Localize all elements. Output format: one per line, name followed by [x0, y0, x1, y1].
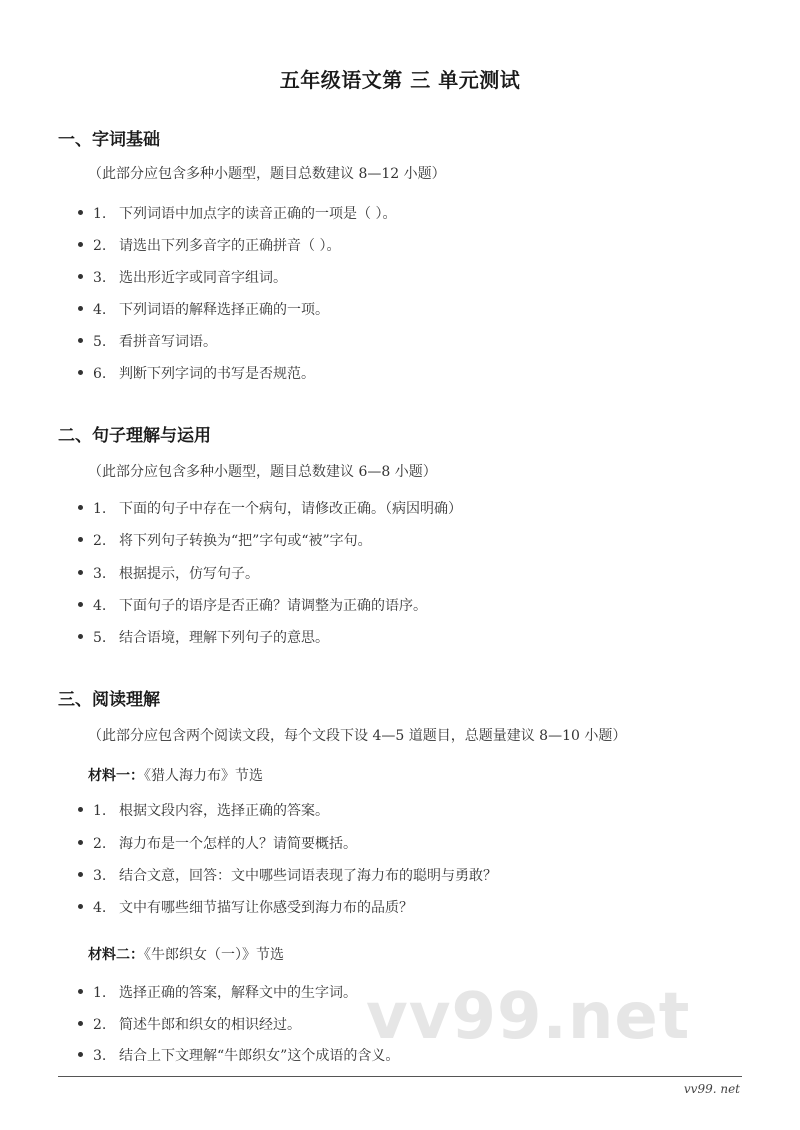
list-item: 5. 看拼音写词语。 [78, 331, 217, 351]
section-note-3: （此部分应包含两个阅读文段，每个文段下设 4—5 道题目，总题量建议 8—10 小题） [88, 728, 627, 744]
bullet-icon [78, 537, 83, 542]
list-item: 3. 结合文意，回答：文中哪些词语表现了海力布的聪明与勇敢？ [78, 865, 497, 885]
section-heading-2: 二、句子理解与运用 [58, 426, 211, 446]
bullet-icon [78, 370, 83, 375]
footer-divider [58, 1076, 742, 1077]
bullet-icon [78, 338, 83, 343]
list-item: 2. 将下列句子转换为“把”字句或“被”字句。 [78, 530, 372, 550]
list-item: 2. 请选出下列多音字的正确拼音（ ）。 [78, 235, 340, 255]
material-heading-1 [88, 765, 263, 785]
list-item: 4. 下面句子的语序是否正确？请调整为正确的语序。 [78, 595, 427, 615]
list-item: 4. 下列词语的解释选择正确的一项。 [78, 299, 329, 319]
list-item: 3. 选出形近字或同音字组词。 [78, 267, 287, 287]
section-note-2: （此部分应包含多种小题型，题目总数建议 6—8 小题） [88, 464, 437, 480]
bullet-icon [78, 602, 83, 607]
list-item: 1. 选择正确的答案，解释文中的生字词。 [78, 982, 357, 1002]
material-heading-2 [88, 944, 284, 964]
bullet-icon [78, 904, 83, 909]
bullet-icon [78, 570, 83, 575]
page-title: 五年级语文第 三 单元测试 [279, 68, 521, 92]
material-label: 材料二： [88, 947, 144, 963]
list-item: 2. 海力布是一个怎样的人？请简要概括。 [78, 833, 357, 853]
list-item: 4. 文中有哪些细节描写让你感受到海力布的品质？ [78, 897, 413, 917]
list-item: 3. 根据提示，仿写句子。 [78, 563, 259, 583]
bullet-icon [78, 505, 83, 510]
bullet-icon [78, 840, 83, 845]
material-label: 材料一： [88, 768, 144, 784]
bullet-icon [78, 872, 83, 877]
section-heading-1: 一、字词基础 [58, 130, 160, 150]
section-heading-3: 三、阅读理解 [58, 690, 160, 710]
bullet-icon [78, 634, 83, 639]
bullet-icon [78, 210, 83, 215]
bullet-icon [78, 274, 83, 279]
material-title: 《猎人海力布》节选 [144, 768, 263, 784]
bullet-icon [78, 242, 83, 247]
watermark: vv99.net [366, 980, 691, 1054]
list-item: 2. 简述牛郎和织女的相识经过。 [78, 1014, 301, 1034]
list-item: 3. 结合上下文理解“牛郎织女”这个成语的含义。 [78, 1045, 399, 1065]
material-title: 《牛郎织女（一）》节选 [144, 947, 284, 963]
list-item: 6. 判断下列字词的书写是否规范。 [78, 363, 315, 383]
list-item: 1. 下面的句子中存在一个病句，请修改正确。（病因明确） [78, 498, 462, 518]
list-item: 1. 根据文段内容，选择正确的答案。 [78, 800, 329, 820]
list-item: 1. 下列词语中加点字的读音正确的一项是（ ）。 [78, 203, 396, 223]
bullet-icon [78, 807, 83, 812]
list-item: 5. 结合语境，理解下列句子的意思。 [78, 627, 329, 647]
bullet-icon [78, 306, 83, 311]
bullet-icon [78, 1021, 83, 1026]
footer-text: vv99. net [683, 1082, 740, 1096]
bullet-icon [78, 989, 83, 994]
section-note-1: （此部分应包含多种小题型，题目总数建议 8—12 小题） [88, 166, 446, 182]
bullet-icon [78, 1052, 83, 1057]
